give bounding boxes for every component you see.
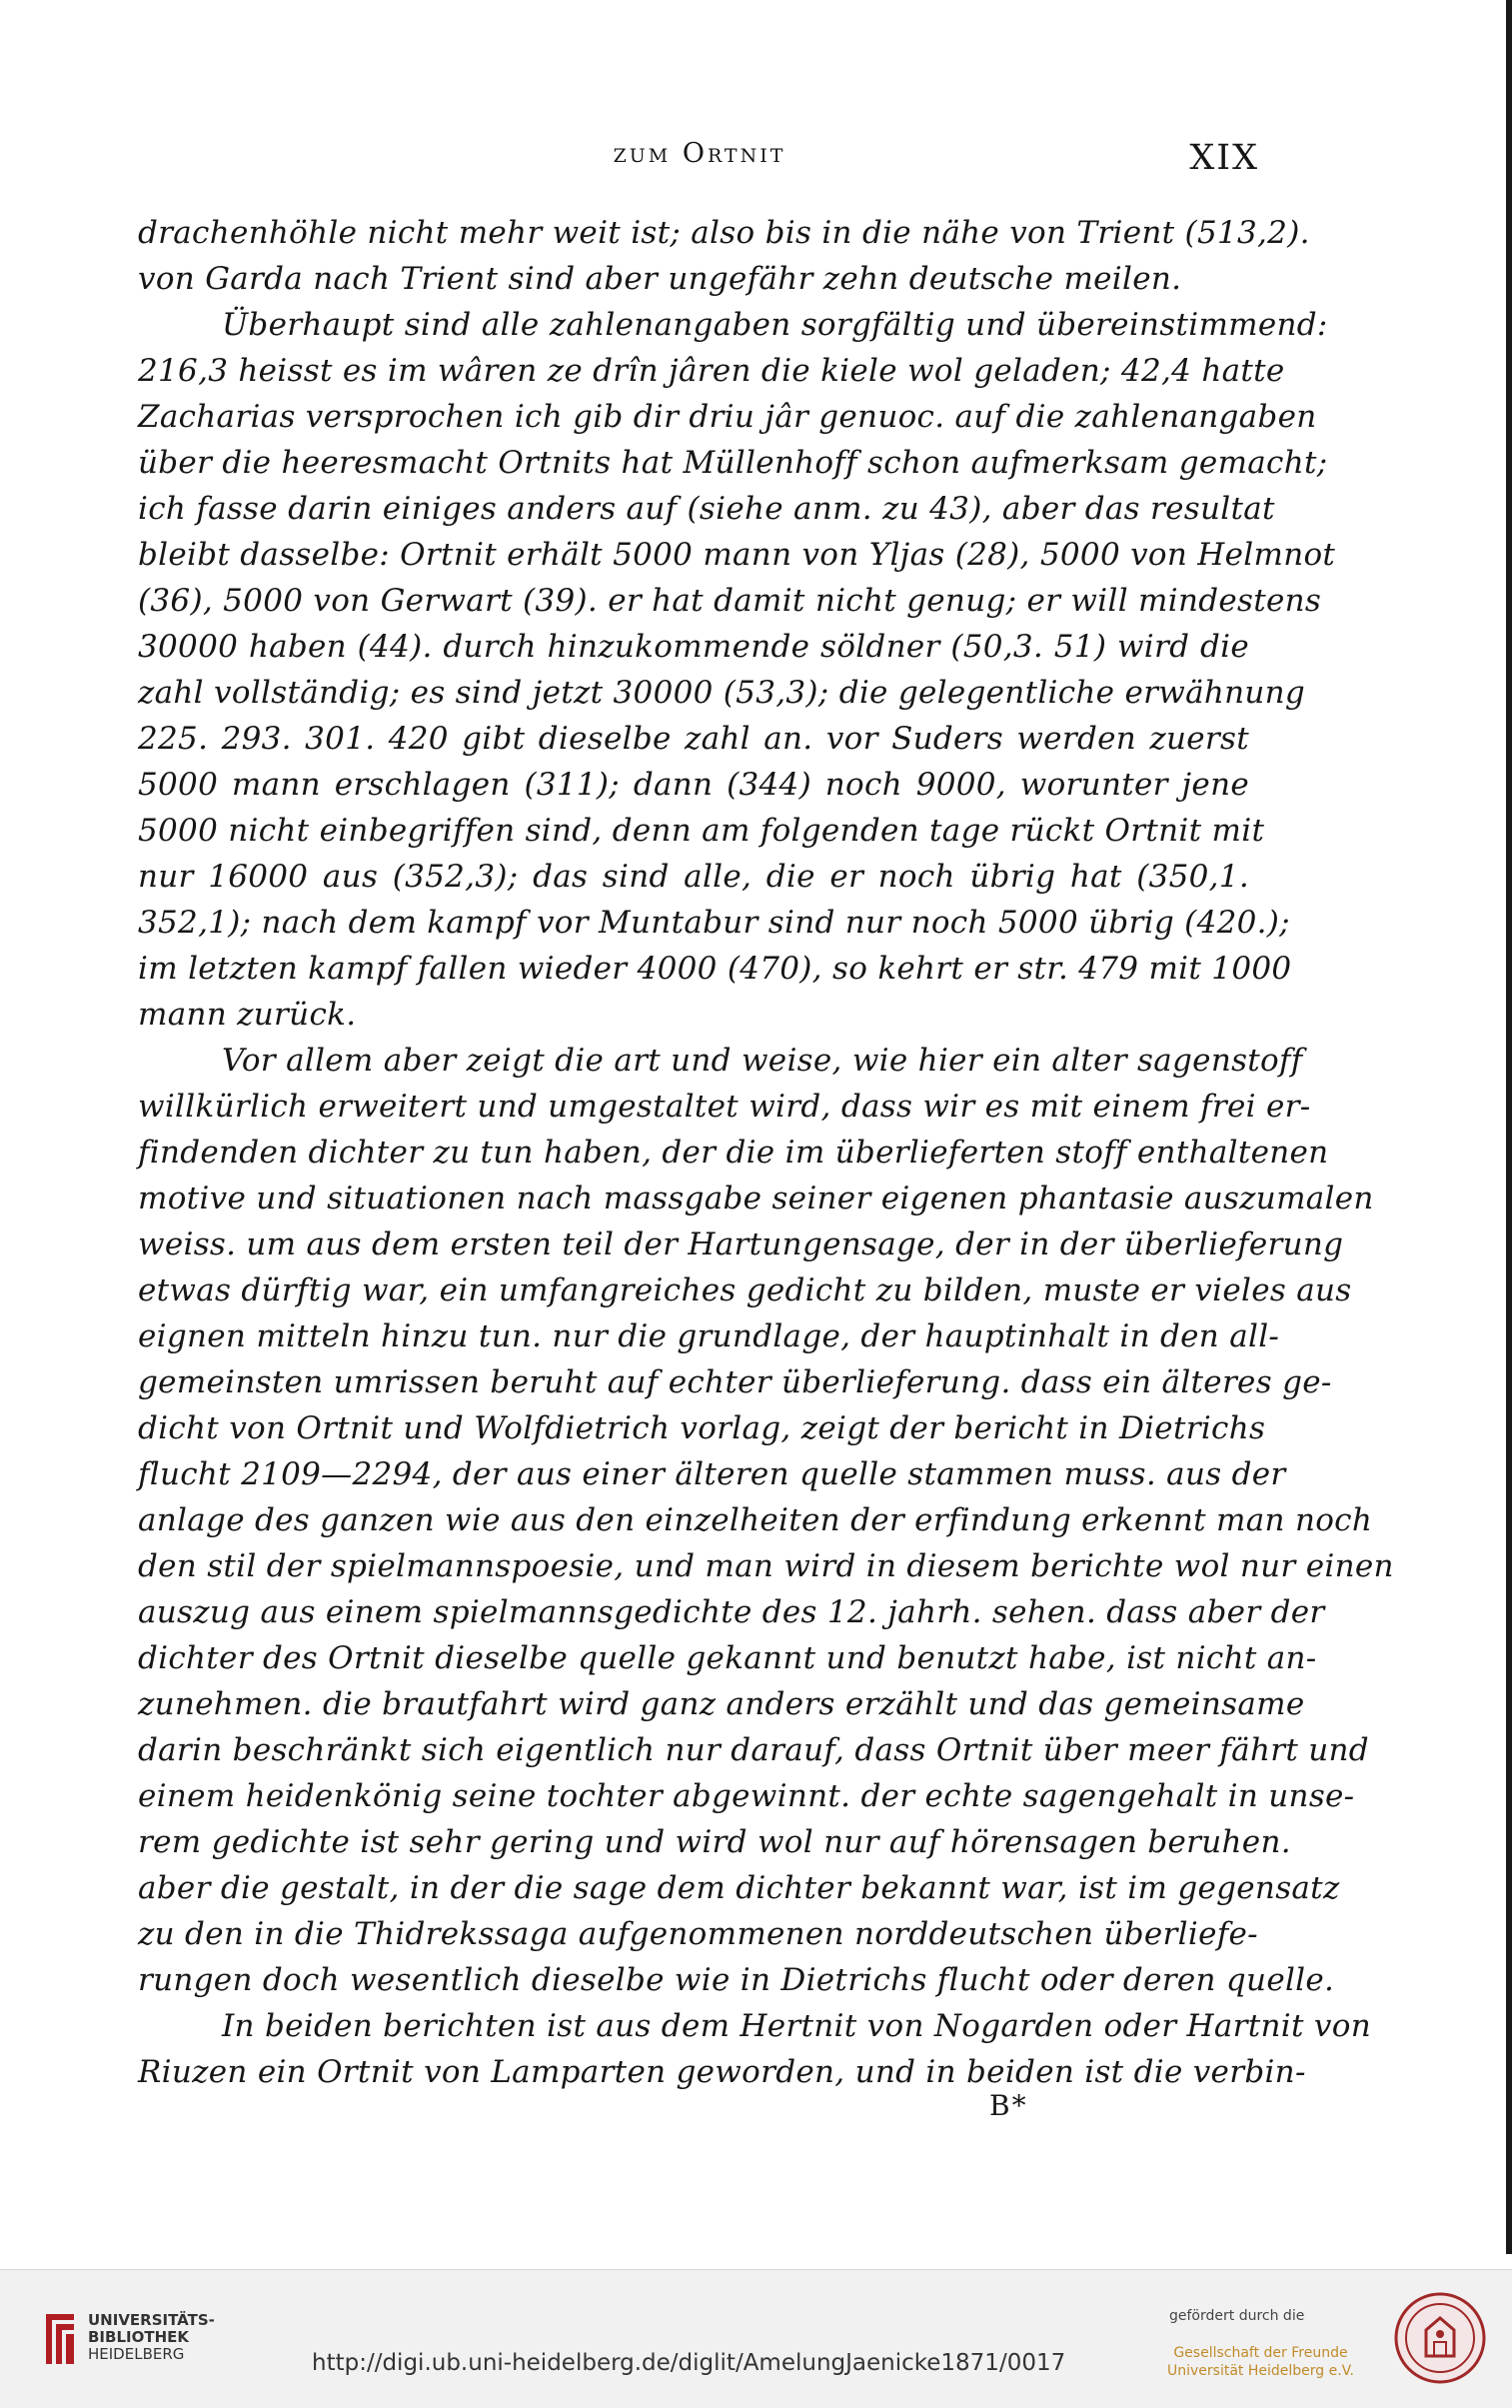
society-name <box>1167 2344 1354 2380</box>
text-line: 352,1); nach dem kampf vor Muntabur sind nur noch 5000 übrig (420.); <box>138 905 1290 941</box>
text-line: aber die gestalt, in der die sage dem dichter bekannt war, ist im gegensatz <box>138 1870 1340 1906</box>
page-number: XIX <box>1189 138 1259 178</box>
text-line: rem gedichte ist sehr gering und wird wol nur auf hörensagen beruhen. <box>138 1824 1291 1860</box>
text-line: ich fasse darin einiges anders auf (siehe anm. zu 43), aber das resultat <box>138 491 1275 527</box>
text-line: zu den in die Thidrekssaga aufgenommenen norddeutschen überliefe- <box>138 1916 1258 1952</box>
university-library-logo-icon <box>38 2310 82 2370</box>
text-line: motive und situationen nach massgabe seiner eigenen phantasie auszumalen <box>138 1181 1374 1216</box>
text-line: willkürlich erweitert und umgestaltet wird, dass wir es mit einem frei er- <box>138 1089 1311 1125</box>
text-line: findenden dichter zu tun haben, der die im überlieferten stoff enthaltenen <box>138 1135 1329 1171</box>
text-line: 225. 293. 301. 420 gibt dieselbe zahl an. vor Suders werden zuerst <box>138 721 1249 757</box>
text-line: 30000 haben (44). durch hinzukommende söldner (50,3. 51) wird die <box>138 629 1249 665</box>
university-seal-icon <box>1394 2292 1486 2384</box>
text-line: 5000 nicht einbegriffen sind, denn am folgenden tage rückt Ortnit mit <box>138 813 1265 849</box>
text-line: In beiden berichten ist aus dem Hertnit von Nogarden oder Hartnit von <box>222 2008 1371 2044</box>
text-line: dichter des Ortnit dieselbe quelle gekannt und benutzt habe, ist nicht an- <box>138 1640 1317 1676</box>
text-line: eignen mitteln hinzu tun. nur die grundlage, der hauptinhalt in den all- <box>138 1318 1280 1354</box>
text-line: zunehmen. die brautfahrt wird ganz anders erzählt und das gemeinsame <box>138 1686 1305 1722</box>
text-line: Riuzen ein Ortnit von Lamparten geworden, und in beiden ist die verbin- <box>138 2054 1306 2090</box>
society-name-line: Gesellschaft der Freunde <box>1173 2345 1348 2361</box>
text-line: bleibt dasselbe: Ortnit erhält 5000 mann von Yljas (28), 5000 von Helmnot <box>138 537 1336 573</box>
society-name-line: Universität Heidelberg e.V. <box>1167 2363 1354 2379</box>
text-line: anlage des ganzen wie aus den einzelheiten der erfindung erkennt man noch <box>138 1502 1373 1538</box>
university-library-name <box>88 2312 215 2363</box>
funded-by-label: gefördert durch die <box>1169 2308 1305 2324</box>
text-line: dicht von Ortnit und Wolfdietrich vorlag, zeigt der bericht in Dietrichs <box>138 1410 1266 1446</box>
text-line: gemeinsten umrissen beruht auf echter überlieferung. dass ein älteres ge- <box>138 1364 1332 1400</box>
viewer-footer <box>0 2269 1512 2408</box>
text-line: nur 16000 aus (352,3); das sind alle, die er noch übrig hat (350,1. <box>138 859 1249 895</box>
text-line: einem heidenkönig seine tochter abgewinnt. der echte sagengehalt in unse- <box>138 1778 1355 1814</box>
text-line: den stil der spielmannspoesie, und man wird in diesem berichte wol nur einen <box>138 1548 1394 1584</box>
text-line: Überhaupt sind alle zahlenangaben sorgfältig und übereinstimmend: <box>222 307 1328 343</box>
text-line: Vor allem aber zeigt die art und weise, wie hier ein alter sagenstoff <box>222 1043 1303 1079</box>
text-line: von Garda nach Trient sind aber ungefähr zehn deutsche meilen. <box>138 261 1182 297</box>
text-line: im letzten kampf fallen wieder 4000 (470), so kehrt er str. 479 mit 1000 <box>138 951 1292 987</box>
running-head-title: zum Ortnit <box>613 138 786 169</box>
text-line: drachenhöhle nicht mehr weit ist; also bis in die nähe von Trient (513,2). <box>138 215 1310 251</box>
signature-mark: B* <box>989 2089 1028 2122</box>
text-line: etwas dürftig war, ein umfangreiches gedicht zu bilden, muste er vieles aus <box>138 1272 1352 1308</box>
body-text <box>138 210 1394 2095</box>
text-line: 5000 mann erschlagen (311); dann (344) noch 9000, worunter jene <box>138 767 1249 803</box>
library-name-line: UNIVERSITÄTS- <box>88 2311 215 2329</box>
text-line: weiss. um aus dem ersten teil der Hartungensage, der in der überlieferung <box>138 1226 1344 1262</box>
scan-edge <box>1506 0 1512 2254</box>
text-line: darin beschränkt sich eigentlich nur darauf, dass Ortnit über meer fährt und <box>138 1732 1369 1768</box>
text-line: über die heeresmacht Ortnits hat Müllenhoff schon aufmerksam gemacht; <box>138 445 1328 481</box>
library-name-line: BIBLIOTHEK <box>88 2328 189 2346</box>
text-line: auszug aus einem spielmannsgedichte des 12. jahrh. sehen. dass aber der <box>138 1594 1325 1630</box>
permalink-url[interactable]: http://digi.ub.uni-heidelberg.de/diglit/AmelungJaenicke1871/0017 <box>312 2350 1066 2376</box>
text-line: zahl vollständig; es sind jetzt 30000 (53,3); die gelegentliche erwähnung <box>138 675 1306 711</box>
library-name-line: HEIDELBERG <box>88 2345 185 2363</box>
running-head <box>140 138 1259 178</box>
text-line: 216,3 heisst es im wâren ze drîn jâren die kiele wol geladen; 42,4 hatte <box>138 353 1285 389</box>
text-line: Zacharias versprochen ich gib dir driu jâr genuoc. auf die zahlenangaben <box>138 399 1317 435</box>
text-line: rungen doch wesentlich dieselbe wie in Dietrichs flucht oder deren quelle. <box>138 1962 1335 1998</box>
text-line: (36), 5000 von Gerwart (39). er hat damit nicht genug; er will mindestens <box>138 583 1322 619</box>
text-line: flucht 2109—2294, der aus einer älteren quelle stammen muss. aus der <box>138 1456 1286 1492</box>
text-line: mann zurück. <box>138 997 357 1033</box>
